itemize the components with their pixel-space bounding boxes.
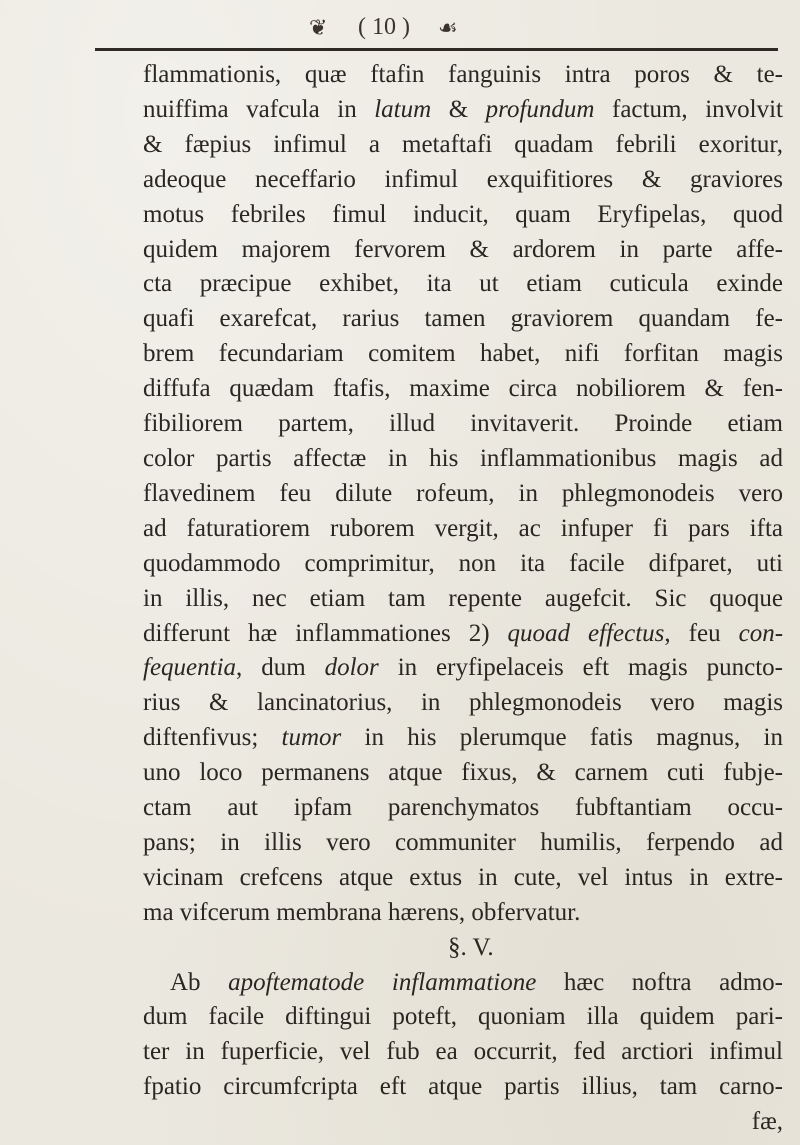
text-line: dum facile diftingui poteft, quoniam illa quidem pari- xyxy=(143,1003,783,1031)
text-line: adeoque neceffario infimul exquifitiores & graviores xyxy=(143,165,783,193)
section-heading: §. V. xyxy=(448,933,494,961)
text-line: flavedinem feu dilute rofeum, in phlegmonodeis vero xyxy=(143,479,783,507)
text-line: nuiffima vafcula in latum & profundum factum, involvit xyxy=(143,95,783,123)
text-line: vicinam crefcens atque extus in cute, vel intus in extre- xyxy=(143,863,783,891)
text-line: & fæpius infimul a metaftafi quadam febrili exoritur, xyxy=(143,130,783,158)
text-line: flammationis, quæ ftafin fanguinis intra poros & te- xyxy=(143,61,783,88)
text-line: fpatio circumfcripta eft atque partis illius, tam carno- xyxy=(143,1073,783,1101)
text-line: quodammodo comprimitur, non ita facile difparet, uti xyxy=(143,549,783,577)
text-line: ctam aut ipfam parenchymatos fubftantiam occu- xyxy=(143,794,783,822)
text-line: cta præcipue exhibet, ita ut etiam cuticula exinde xyxy=(143,270,783,298)
page-number: ( 10 ) xyxy=(358,14,410,40)
text-line: ter in fuperficie, vel fub ea occurrit, fed arctiori infimul xyxy=(143,1038,783,1066)
text-line: rius & lancinatorius, in phlegmonodeis vero magis xyxy=(143,689,783,717)
text-line: uno loco permanens atque fixus, & carnem cuti fubje- xyxy=(143,759,783,787)
fleuron-ornament-icon: ❦ xyxy=(309,16,326,41)
page-header xyxy=(0,8,800,48)
text-line: fequentia, dum dolor in eryfipelaceis eft magis puncto- xyxy=(143,654,783,682)
text-line: ad faturatiorem ruborem vergit, ac infuper fi pars ifta xyxy=(143,514,783,542)
text-line: diftenfivus; tumor in his plerumque fatis magnus, in xyxy=(143,724,783,752)
text-line: quidem majorem fervorem & ardorem in parte affe- xyxy=(143,235,783,263)
fleuron-ornament-icon: ☙ xyxy=(438,16,456,41)
text-line: ma vifcerum membrana hærens, obfervatur. xyxy=(143,898,581,926)
text-line: in illis, nec etiam tam repente augefcit. Sic quoque xyxy=(143,584,783,612)
catchword: fæ, xyxy=(751,1108,783,1136)
text-line: fibiliorem partem, illud invitaverit. Proinde etiam xyxy=(143,410,783,438)
header-rule xyxy=(95,48,778,51)
text-line: motus febriles fimul inducit, quam Eryfipelas, quod xyxy=(143,200,783,228)
text-line: Ab apoftematode inflammatione hæc noftra admo- xyxy=(170,968,783,996)
text-line: pans; in illis vero communiter humilis, ferpendo ad xyxy=(143,828,783,856)
text-line: diffufa quædam ftafis, maxime circa nobiliorem & fen- xyxy=(143,375,783,403)
text-line: brem fecundariam comitem habet, nifi forfitan magis xyxy=(143,340,783,368)
body-text xyxy=(143,58,783,1140)
text-line: color partis affectæ in his inflammationibus magis ad xyxy=(143,444,783,472)
text-line: differunt hæ inflammationes 2) quoad effectus, feu con- xyxy=(143,619,784,647)
text-line: quafi exarefcat, rarius tamen graviorem quandam fe- xyxy=(143,305,783,333)
